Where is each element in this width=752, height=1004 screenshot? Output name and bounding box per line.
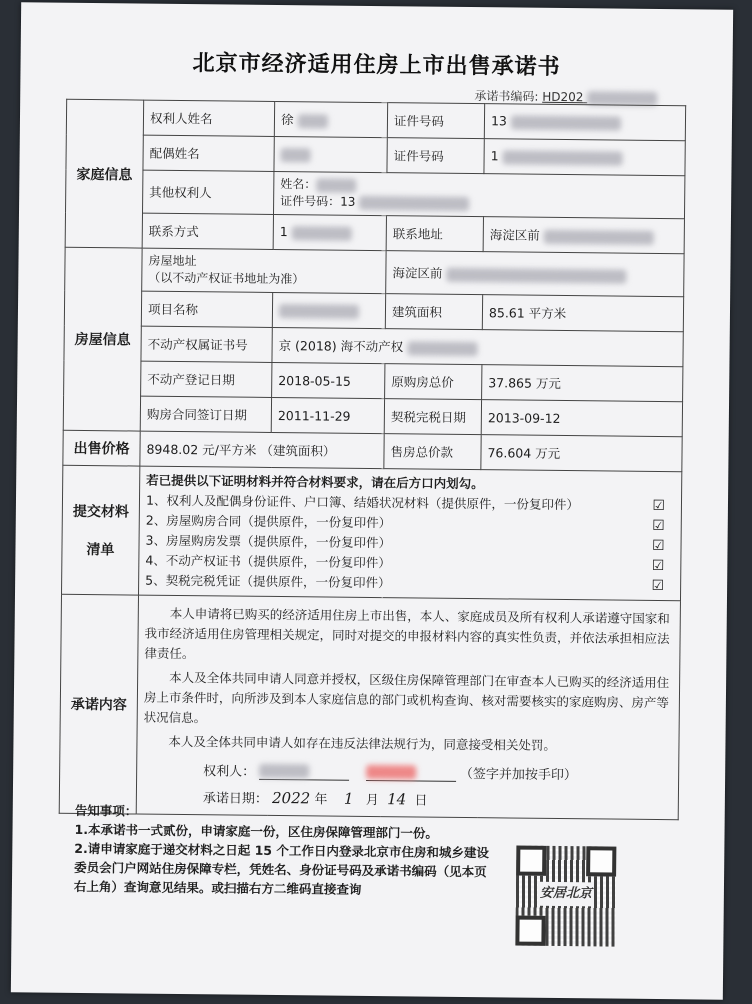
address-label: 联系地址 — [386, 216, 483, 252]
date-day: 14 — [387, 790, 407, 809]
date-year: 2022 — [271, 788, 311, 808]
id-value-1: 13 — [484, 104, 685, 141]
co-signature[interactable] — [366, 764, 456, 782]
checkbox-checked-icon[interactable]: ☑ — [651, 577, 665, 595]
tax-date-value: 2013-09-12 — [481, 400, 682, 437]
contact-label: 联系方式 — [142, 213, 273, 249]
checkbox-checked-icon[interactable]: ☑ — [652, 497, 666, 515]
contract-date-value: 2011-11-29 — [271, 397, 384, 433]
checkbox-checked-icon[interactable]: ☑ — [651, 557, 665, 575]
reg-date-value: 2018-05-15 — [272, 362, 385, 398]
total-price-label: 售房总价款 — [384, 434, 481, 470]
material-item: 2、房屋购房合同（提供原件，一份复印件） ☑ — [145, 512, 665, 535]
project-label: 项目名称 — [141, 291, 272, 327]
note-2: 2.请申请家庭于递交材料之日起 15 个工作日内登录北京市住房和城乡建设委员会门户网站住房保障专栏，凭姓名、身份证号码及承诺书编码（见本页右上角）查询意见结果。或扫描右方二维码直接查询 — [73, 840, 489, 897]
redaction-blur — [587, 91, 657, 106]
promise-paragraph-1: 本人申请将已购买的经济适用住房上市出售，本人、家庭成员及所有权利人承诺遵守国家和我市经济适用住房管理相关规定，同时对提交的申报材料内容的真实性负责，并依法承担相应法律责任。 — [144, 605, 670, 662]
promise-paragraph-2: 本人及全体共同申请人同意并授权，区级住房保障管理部门在审查本人已购买的经济适用住房上市条件时，向所涉及到本人家庭信息的部门或机构查询、核对需要核实的家庭购房、房产等状况信息。 — [143, 669, 670, 726]
section-promise: 承诺内容 — [59, 594, 138, 814]
date-row: 承诺日期： 2022 年 1 月 14 日 — [202, 788, 428, 809]
qr-finder — [516, 846, 546, 876]
notes-title: 告知事项： — [74, 802, 138, 819]
owner-signature[interactable] — [259, 763, 349, 781]
section-house: 房屋信息 — [63, 247, 142, 431]
code-value: HD202 — [542, 90, 662, 106]
house-address-label: 房屋地址 （以不动产权证书地址为准） — [142, 248, 386, 294]
address-value: 海淀区前 — [483, 217, 684, 254]
checkbox-checked-icon[interactable]: ☑ — [652, 517, 665, 535]
section-family: 家庭信息 — [65, 99, 144, 248]
tax-date-label: 契税完税日期 — [384, 399, 481, 435]
qr-code[interactable] — [515, 846, 616, 947]
reg-date-label: 不动产登记日期 — [141, 361, 272, 397]
checkbox-checked-icon[interactable]: ☑ — [651, 537, 665, 555]
owner-name-label: 权利人姓名 — [143, 100, 274, 136]
section-price: 出售价格 — [63, 430, 140, 466]
materials-list — [139, 466, 682, 601]
qr-logo-text: 安居北京 — [538, 882, 594, 907]
area-value: 85.61 平方米 — [482, 295, 683, 332]
material-item: 3、房屋购房发票（提供原件，一份复印件） ☑ — [145, 532, 665, 555]
spouse-name-value — [274, 136, 387, 172]
signature-row: 权利人： （签字并加按手印） — [203, 764, 578, 784]
area-label: 建筑面积 — [385, 294, 482, 330]
house-address-value: 海淀区前 — [386, 251, 684, 297]
project-value — [272, 292, 385, 328]
total-price-value: 76.604 万元 — [481, 435, 682, 472]
owner-name-value: 徐 — [274, 101, 387, 137]
material-item: 1、权利人及配偶身份证件、户口簿、结婚状况材料（提供原件，一份复印件） ☑ — [145, 492, 666, 515]
materials-header: 若已提供以下证明材料并符合材料要求，请在后方口内划勾。 — [146, 472, 484, 492]
cert-label: 不动产权属证书号 — [141, 326, 272, 362]
qr-finder — [515, 916, 545, 946]
form-table — [59, 99, 686, 820]
orig-price-label: 原购房总价 — [385, 364, 482, 400]
promise-paragraph-3: 本人及全体共同申请人如存在违反法律法规行为，同意接受相关处罚。 — [168, 733, 557, 753]
document-page — [11, 2, 733, 999]
section-materials: 提交材料 清单 — [62, 465, 140, 595]
other-owner-value: 姓名： 证件号码：13 — [273, 171, 684, 218]
id-label-1: 证件号码 — [387, 103, 484, 139]
unit-price-value: 8948.02 元/平方米 （建筑面积） — [140, 431, 384, 469]
id-value-2: 1 — [484, 139, 685, 176]
promise-content — [136, 595, 680, 820]
other-owner-label: 其他权利人 — [143, 170, 274, 214]
document-title: 北京市经济适用住房上市出售承诺书 — [192, 51, 561, 80]
note-1: 1.本承诺书一式贰份，申请家庭一份，区住房保障管理部门一份。 — [74, 821, 439, 841]
id-label-2: 证件号码 — [387, 138, 484, 174]
cert-value: 京 (2018) 海不动产权 — [272, 327, 683, 366]
contact-value: 1 — [273, 214, 386, 250]
material-item: 5、契税完税凭证（提供原件，一份复印件） ☑ — [145, 572, 665, 595]
orig-price-value: 37.865 万元 — [482, 365, 683, 402]
material-item: 4、不动产权证书（提供原件，一份复印件） ☑ — [145, 552, 665, 575]
code-label: 承诺书编码: — [474, 89, 539, 104]
notes-section — [74, 801, 495, 900]
date-month: 1 — [343, 789, 354, 808]
contract-date-label: 购房合同签订日期 — [140, 396, 271, 432]
qr-finder — [586, 846, 616, 876]
spouse-name-label: 配偶姓名 — [143, 135, 274, 171]
